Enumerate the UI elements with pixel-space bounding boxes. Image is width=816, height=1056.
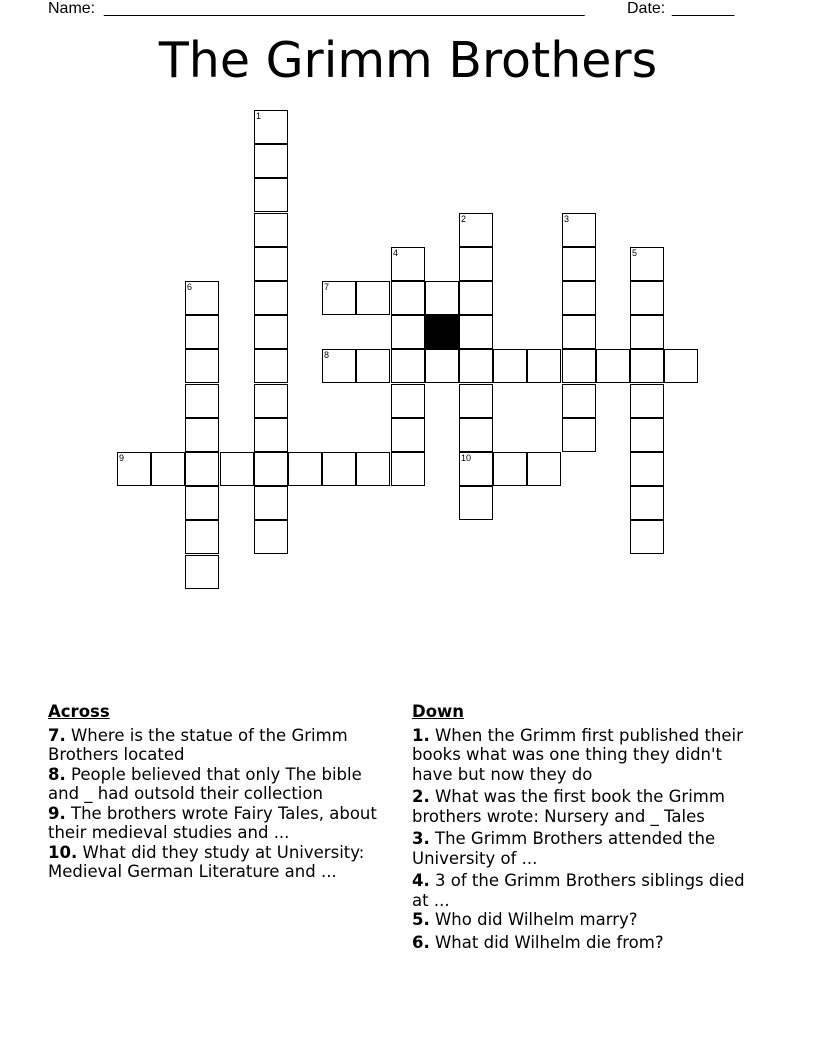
grid-cell[interactable]: [254, 178, 288, 212]
clue-number: 5: [632, 248, 638, 258]
grid-cell[interactable]: [459, 486, 493, 520]
grid-cell[interactable]: [322, 452, 356, 486]
grid-cell[interactable]: [322, 281, 356, 315]
clue-down-1: 1. When the Grimm first published their books what was one thing they didn't have but now they do: [412, 725, 743, 784]
clue-across-7: 7. Where is the statue of the Grimm Brothers located: [48, 725, 348, 764]
clue-number: 3: [564, 214, 570, 224]
grid-cell[interactable]: [185, 555, 219, 589]
clue-down-2: 2. What was the first book the Grimm brothers wrote: Nursery and _ Tales: [412, 787, 725, 826]
grid-cell[interactable]: [254, 418, 288, 452]
grid-cell[interactable]: [562, 247, 596, 281]
grid-cell[interactable]: [630, 247, 664, 281]
grid-cell[interactable]: [356, 452, 390, 486]
across-clues: [48, 702, 393, 882]
down-heading: Down: [412, 702, 465, 721]
clue-down-6: 6. What did Wilhelm die from?: [412, 932, 664, 952]
grid-cell[interactable]: [596, 349, 630, 383]
down-clues: [412, 702, 762, 952]
grid-cell[interactable]: [391, 281, 425, 315]
grid-cell[interactable]: [254, 349, 288, 383]
grid-cell[interactable]: [185, 418, 219, 452]
grid-cell[interactable]: [356, 281, 390, 315]
grid-cell[interactable]: [254, 110, 288, 144]
clue-number: 2: [461, 214, 467, 224]
clue-number: 1: [256, 111, 262, 121]
grid-cell[interactable]: [527, 452, 561, 486]
name-label: Name:: [48, 0, 96, 17]
grid-cell[interactable]: [630, 452, 664, 486]
grid-cell[interactable]: [254, 486, 288, 520]
grid-cell[interactable]: [254, 315, 288, 349]
clue-number: 7: [324, 282, 330, 292]
grid-cell[interactable]: [630, 281, 664, 315]
grid-cell[interactable]: [459, 247, 493, 281]
clue-number: 8: [324, 350, 330, 360]
grid-cell[interactable]: [254, 281, 288, 315]
grid-cell[interactable]: [562, 418, 596, 452]
grid-cell[interactable]: [391, 315, 425, 349]
grid-cell[interactable]: [630, 384, 664, 418]
clue-across-8: 8. People believed that only The bible and _ had outsold their collection: [48, 764, 362, 803]
grid-cell[interactable]: [254, 213, 288, 247]
grid-cell[interactable]: [391, 418, 425, 452]
clue-number: 4: [393, 248, 399, 258]
grid-cell[interactable]: [459, 452, 493, 486]
grid-cell[interactable]: [425, 281, 459, 315]
clue-down-3: 3. The Grimm Brothers attended the University of ...: [412, 829, 716, 868]
grid-cell[interactable]: [391, 384, 425, 418]
date-line[interactable]: _______: [672, 0, 735, 17]
grid-cell[interactable]: [562, 349, 596, 383]
grid-cell[interactable]: [185, 349, 219, 383]
grid-cell[interactable]: [493, 349, 527, 383]
grid-cell[interactable]: [185, 520, 219, 554]
grid-cell[interactable]: [220, 452, 254, 486]
grid-cell[interactable]: [459, 384, 493, 418]
grid-cell[interactable]: [459, 315, 493, 349]
grid-cell[interactable]: [391, 247, 425, 281]
grid-cell[interactable]: [459, 213, 493, 247]
clue-number: 9: [119, 453, 125, 463]
grid-cell[interactable]: [459, 281, 493, 315]
grid-cell[interactable]: [459, 418, 493, 452]
grid-cell[interactable]: [630, 520, 664, 554]
black-cell: [425, 315, 459, 349]
clue-across-10: 10. What did they study at University: Medieval German Literature and ...: [48, 842, 365, 881]
page-title: The Grimm Brothers: [158, 32, 658, 89]
grid-cell[interactable]: [254, 144, 288, 178]
grid-cell[interactable]: [288, 452, 322, 486]
grid-cell[interactable]: [185, 315, 219, 349]
clue-number: 10: [461, 453, 472, 463]
grid-cell[interactable]: [630, 349, 664, 383]
grid-cell[interactable]: [630, 418, 664, 452]
grid-cell[interactable]: [493, 452, 527, 486]
grid-cell[interactable]: [254, 520, 288, 554]
grid-cell[interactable]: [630, 315, 664, 349]
clue-number: 6: [187, 282, 193, 292]
clue-down-5: 5. Who did Wilhelm marry?: [412, 910, 638, 929]
grid-cell[interactable]: [391, 349, 425, 383]
clue-across-9: 9. The brothers wrote Fairy Tales, about their medieval studies and ...: [48, 803, 377, 842]
grid-cell[interactable]: [459, 349, 493, 383]
grid-cell[interactable]: [630, 486, 664, 520]
grid-cell[interactable]: [562, 213, 596, 247]
across-heading: Across: [48, 702, 110, 721]
grid-cell[interactable]: [254, 452, 288, 486]
grid-cell[interactable]: [664, 349, 698, 383]
grid-cell[interactable]: [562, 281, 596, 315]
date-label: Date:: [627, 0, 666, 17]
grid-cell[interactable]: [185, 452, 219, 486]
grid-cell[interactable]: [254, 247, 288, 281]
grid-cell[interactable]: [391, 452, 425, 486]
grid-cell[interactable]: [562, 384, 596, 418]
clue-down-4: 4. 3 of the Grimm Brothers siblings died at ...: [412, 871, 745, 910]
grid-cell[interactable]: [185, 384, 219, 418]
grid-cell[interactable]: [527, 349, 561, 383]
grid-cell[interactable]: [185, 486, 219, 520]
grid-cell[interactable]: [322, 349, 356, 383]
grid-cell[interactable]: [425, 349, 459, 383]
grid-cell[interactable]: [562, 315, 596, 349]
grid-cell[interactable]: [254, 384, 288, 418]
name-line[interactable]: ______________________________________________________: [104, 0, 585, 17]
grid-cell[interactable]: [356, 349, 390, 383]
grid-cell[interactable]: [117, 452, 151, 486]
grid-cell[interactable]: [185, 281, 219, 315]
grid-cell[interactable]: [151, 452, 185, 486]
